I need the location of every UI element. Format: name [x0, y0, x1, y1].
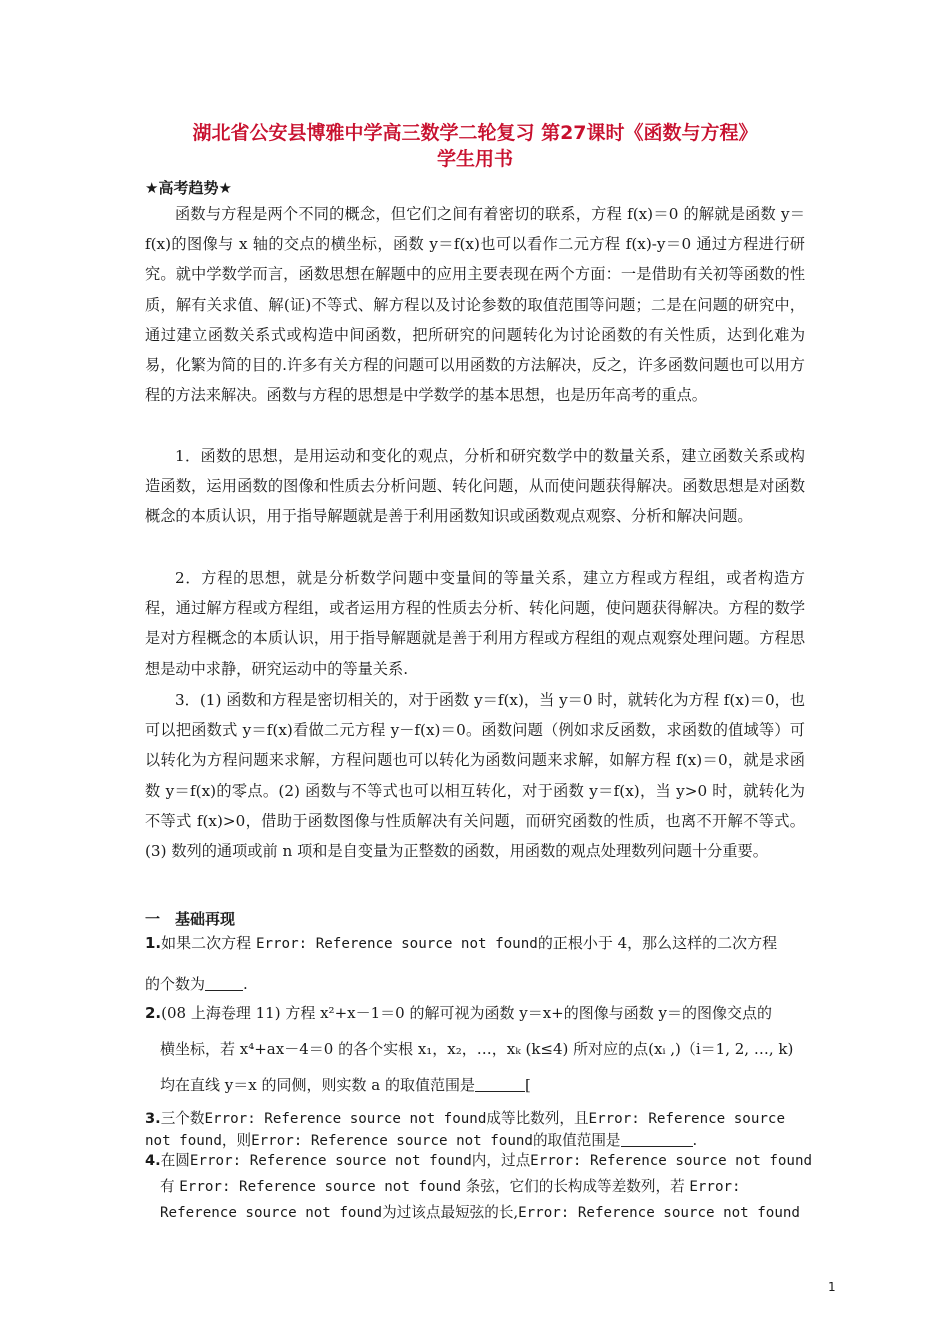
question-text: 的取值范围是	[532, 1132, 621, 1149]
answer-blank	[205, 974, 243, 991]
question-2	[145, 998, 835, 1100]
question-text: .	[692, 1132, 698, 1149]
question-text: 横坐标，若 x⁴+ax－4＝0 的各个实根 x₁，x₂，…，xₖ (k≤4) 所对应的点(xᵢ ,)（i＝1, 2, …, k)	[160, 1040, 794, 1058]
question-text: 的正根小于 4，那么这样的二次方程	[537, 934, 778, 952]
question-number: 2.	[145, 1004, 162, 1022]
question-text: .	[243, 975, 248, 993]
trend-intro-paragraph	[145, 199, 805, 410]
question-3	[145, 1108, 835, 1152]
question-text: [	[524, 1076, 531, 1094]
reference-error-text: Error:	[689, 1179, 741, 1195]
question-text: 条弦，它们的长构成等差数列，若	[465, 1178, 685, 1195]
question-4	[145, 1148, 835, 1226]
answer-blank	[475, 1075, 525, 1092]
trend-heading: ★高考趋势★	[145, 179, 232, 197]
equation-idea-paragraph	[145, 563, 805, 684]
question-number: 4.	[145, 1152, 161, 1169]
reference-error-text: Error: Reference source not found	[251, 1133, 533, 1149]
question-text: 有	[160, 1178, 175, 1195]
question-number: 3.	[145, 1110, 161, 1127]
answer-blank	[621, 1130, 693, 1147]
trend-paragraph-3: 2．方程的思想，就是分析数学问题中变量间的等量关系，建立方程或方程组，或者构造方程，通过解方程或方程组，或者运用方程的性质去分析、转化问题，使问题获得解决。方程的数学是对方程概念的本质认识，用于指导解题就是善于利用方程或方程组的观点观察处理问题。方程思想是动中求静，研究运动中的等量关系.	[145, 569, 805, 678]
trend-paragraph-2: 1．函数的思想，是用运动和变化的观点，分析和研究数学中的数量关系，建立函数关系或构造函数，运用函数的图像和性质去分析问题、转化问题，从而使问题获得解决。函数思想是对函数概念的本质认识，用于指导解题就是善于利用函数知识或函数观点观察、分析和解决问题。	[145, 447, 805, 526]
document-title: 湖北省公安县博雅中学高三数学二轮复习 第27课时《函数与方程》	[192, 122, 758, 144]
question-text: (08 上海卷理 11) 方程 x²+x－1＝0 的解可视为函数 y＝x+的图像与函数 y＝的图像交点的	[161, 1004, 772, 1022]
trend-paragraph-4: 3．(1) 函数和方程是密切相关的，对于函数 y＝f(x)，当 y＝0 时，就转化为方程 f(x)＝0，也可以把函数式 y＝f(x)看做二元方程 y－f(x)＝0。函数问题（例如求反函数，求函数的值域等）可以转化为方程问题来求解，方程问题也可以转化为函数问题来求解，如解方程 f(x)＝0，就是求函数 y＝f(x)的零点。(2) 函数与不等式也可以相互转化，对于函数 y＝f(x)，当 y>0 时，就转化为不等式 f(x)>0，借助于函数图像与性质解决有关问题，而研究函数的性质，也离不开解不等式。(3) 数列的通项或前 n 项和是自变量为正整数的函数，用函数的观点处理数列问题十分重要。	[145, 691, 805, 861]
question-text: 的个数为	[145, 975, 206, 993]
relation-paragraph	[145, 685, 805, 866]
reference-error-text: Error: Reference source not found	[530, 1153, 813, 1169]
question-text: 三个数	[160, 1110, 205, 1127]
reference-error-text: Error: Reference source not found	[518, 1205, 800, 1221]
reference-error-text: Error: Reference source not found	[255, 936, 538, 952]
page-number: 1	[828, 1280, 836, 1294]
reference-error-text: Error: Reference source not found	[204, 1111, 487, 1127]
trend-paragraph-1: 函数与方程是两个不同的概念，但它们之间有着密切的联系，方程 f(x)＝0 的解就是函数 y＝f(x)的图像与 x 轴的交点的横坐标，函数 y＝f(x)也可以看作二元方程 f(x)-y＝0 通过方程进行研究。就中学数学而言，函数思想在解题中的应用主要表现在两个方面：一是借助有关初等函数的性质，解有关求值、解(证)不等式、解方程以及讨论参数的取值范围等问题；二是在问题的研究中，通过建立函数关系式或构造中间函数，把所研究的问题转化为讨论函数的有关性质，达到化难为易，化繁为简的目的.许多有关方程的问题可以用函数的方法解决，反之，许多函数问题也可以用方程的方法来解决。函数与方程的思想是中学数学的基本思想，也是历年高考的重点。	[145, 205, 805, 405]
question-text: ，则	[221, 1132, 252, 1149]
question-number: 1.	[145, 934, 162, 952]
section-heading-basics: 一 基础再现	[145, 910, 236, 928]
reference-error-text: Error: Reference source	[588, 1111, 786, 1127]
document-subtitle: 学生用书	[436, 148, 513, 170]
reference-error-text: Reference source not found	[160, 1205, 383, 1221]
function-idea-paragraph	[145, 441, 805, 532]
reference-error-text: not found	[145, 1133, 222, 1149]
question-text: 如果二次方程	[161, 934, 252, 952]
question-text: 内，过点	[471, 1152, 531, 1169]
question-1	[145, 928, 835, 999]
reference-error-text: Error: Reference source not found	[179, 1179, 462, 1195]
question-text: 在圆	[160, 1152, 190, 1169]
question-text: 成等比数列，且	[486, 1110, 589, 1127]
reference-error-text: Error: Reference source not found	[189, 1153, 472, 1169]
question-text: 为过该点最短弦的长,	[382, 1204, 519, 1221]
question-text: 均在直线 y＝x 的同侧，则实数 a 的取值范围是	[160, 1076, 475, 1094]
